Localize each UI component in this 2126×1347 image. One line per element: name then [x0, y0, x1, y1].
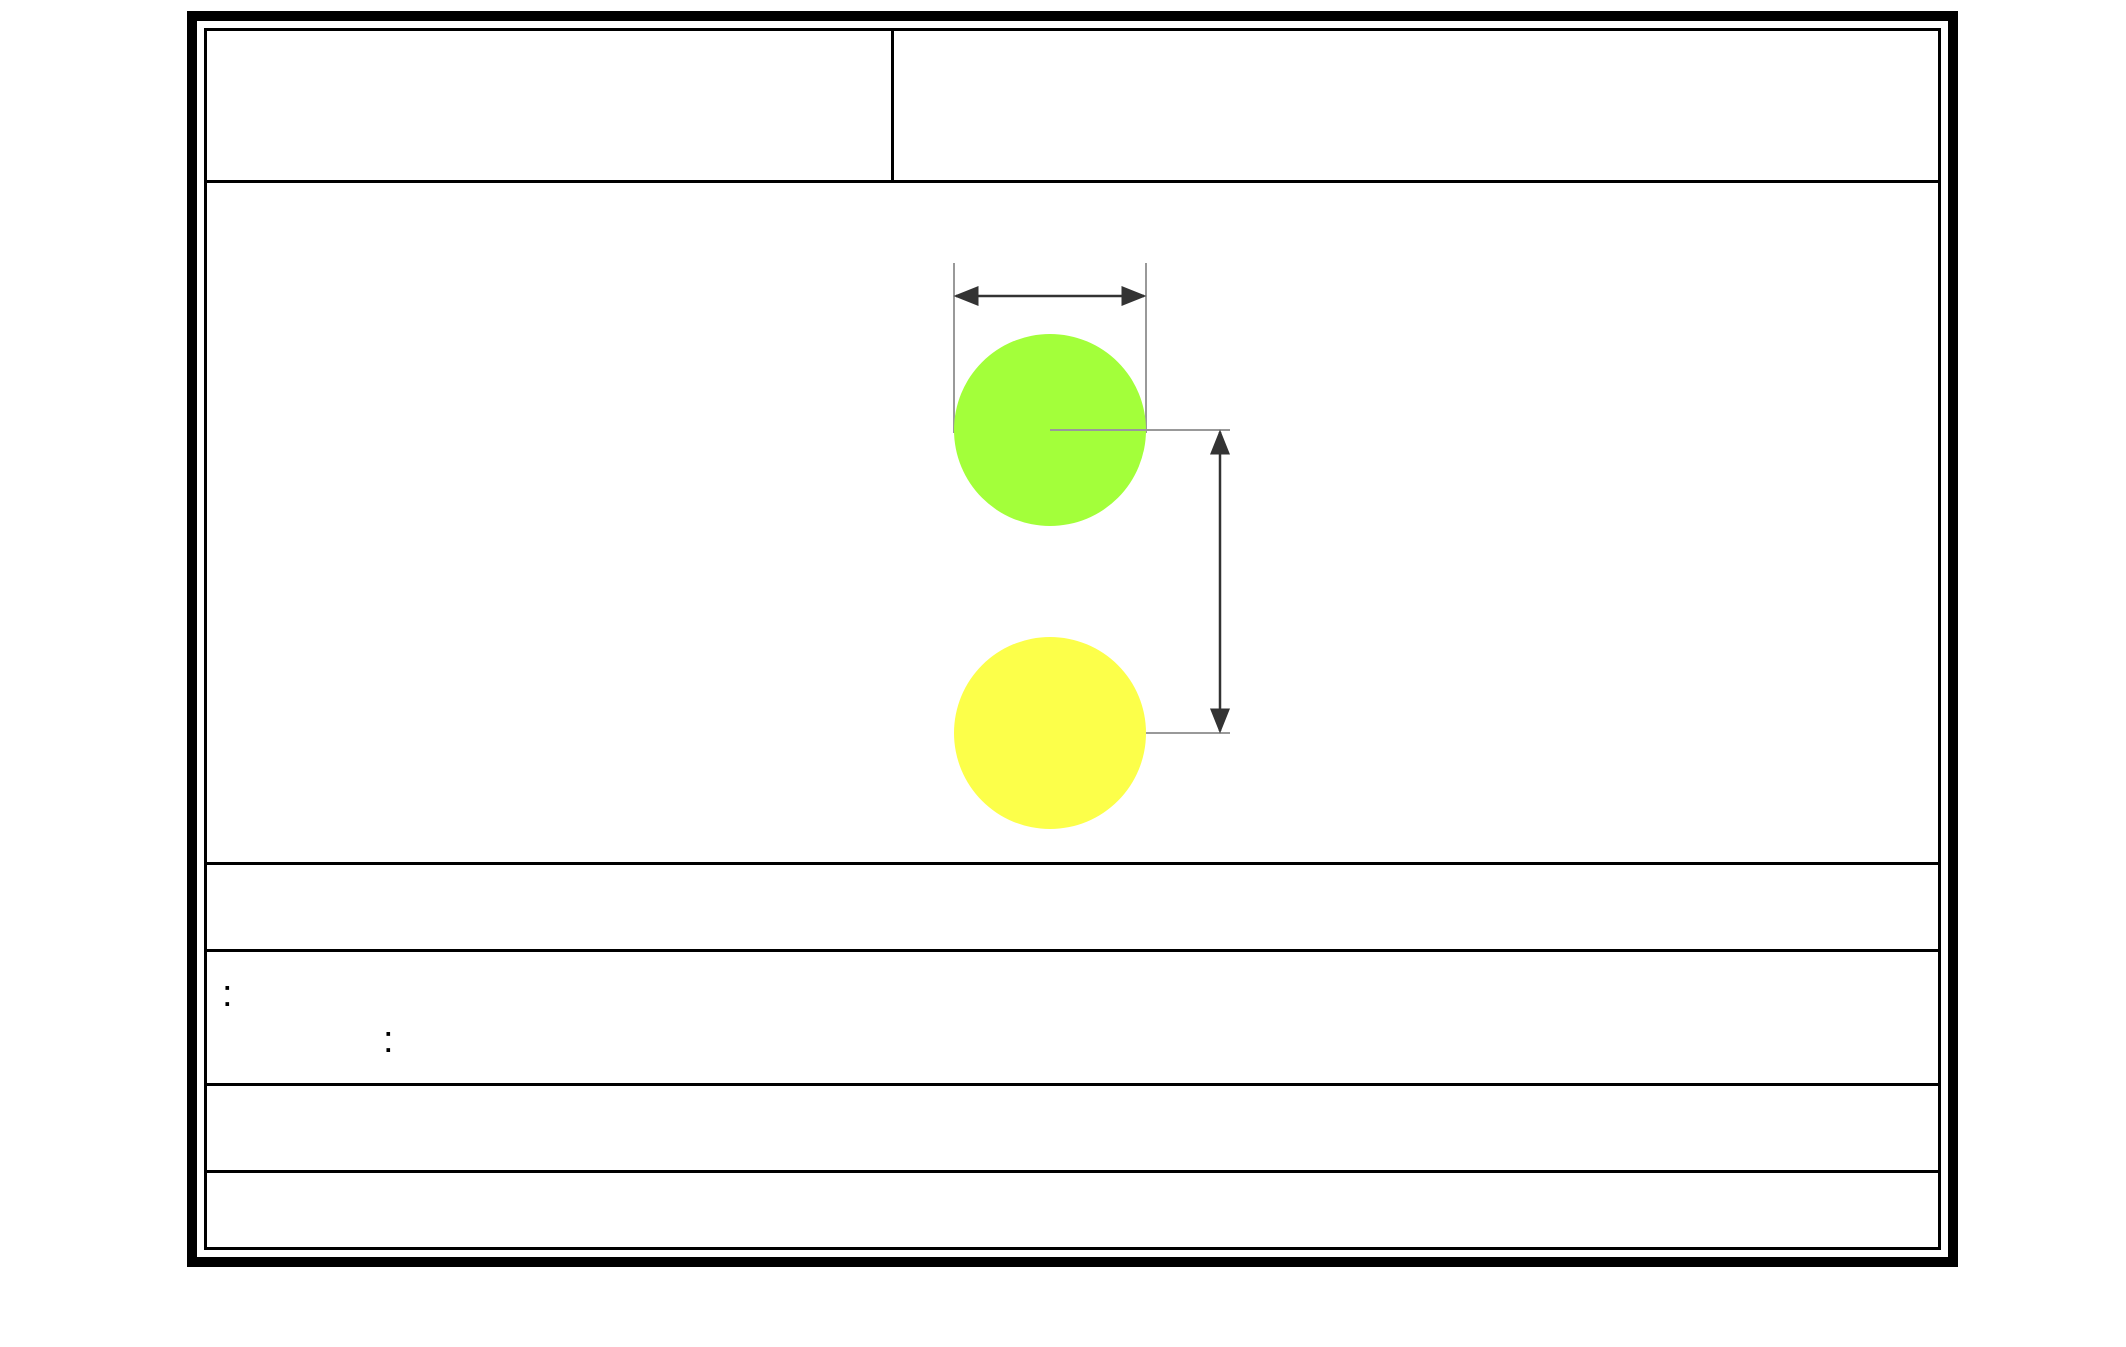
- color-row: [207, 952, 1938, 1086]
- color-lower-line: :: [383, 1019, 394, 1061]
- signal-data-sheet: [187, 11, 1958, 1267]
- forma-row: [207, 865, 1938, 952]
- header-row: [207, 31, 1938, 183]
- observaciones-row: [207, 1173, 1938, 1253]
- bottom-light-circle: [954, 637, 1146, 829]
- header-divider: [891, 31, 894, 180]
- esquema-row: [207, 183, 1938, 865]
- signal-diagram: [207, 183, 1952, 862]
- sheet-inner-frame: [204, 28, 1941, 1250]
- color-upper-line: :: [222, 973, 233, 1015]
- denominacion-row: [207, 1086, 1938, 1173]
